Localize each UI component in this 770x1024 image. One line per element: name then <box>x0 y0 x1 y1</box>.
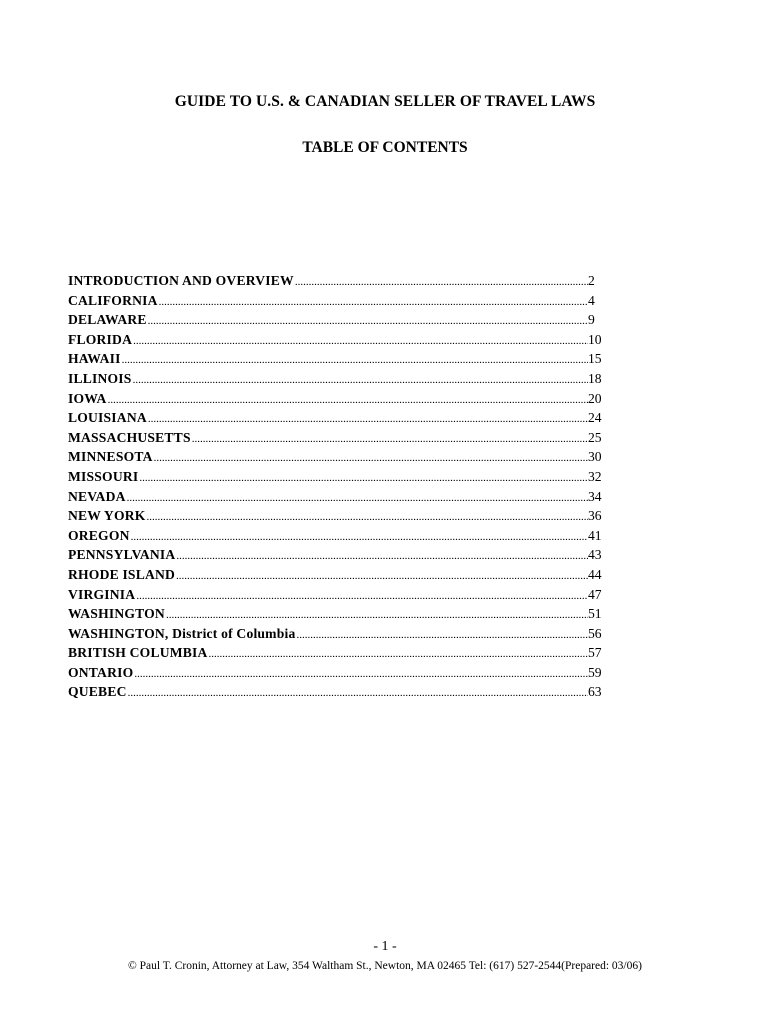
toc-entry-label: MISSOURI <box>68 468 139 484</box>
toc-entry-page: 10 <box>588 331 602 347</box>
toc-entry-page: 43 <box>588 547 602 563</box>
toc-entry-label: FLORIDA <box>68 331 133 347</box>
toc-entry-label: OREGON <box>68 527 130 543</box>
dot-leader <box>133 374 588 386</box>
toc-entry[interactable] <box>68 508 608 528</box>
toc-entry-label: NEVADA <box>68 488 126 504</box>
toc-entry-label: WASHINGTON <box>68 606 165 622</box>
toc-entry-page: 2 <box>588 273 595 288</box>
toc-entry-label-suffix: District of Columbia <box>168 625 296 641</box>
toc-entry-page: 44 <box>588 566 602 582</box>
toc-entry-page: 18 <box>588 370 602 386</box>
dot-leader <box>159 296 588 308</box>
toc-entry-page: 36 <box>588 508 602 524</box>
toc-entry[interactable] <box>68 312 608 332</box>
toc-entry[interactable] <box>68 391 608 411</box>
toc-entry[interactable] <box>68 626 608 646</box>
dot-leader <box>154 452 588 464</box>
dot-leader <box>122 354 588 366</box>
toc-entry-page: 32 <box>588 468 602 484</box>
toc-entry[interactable] <box>68 332 608 352</box>
dot-leader <box>192 433 588 445</box>
toc-entry-page: 59 <box>588 664 602 680</box>
dot-leader <box>131 531 588 543</box>
toc-entry-page: 34 <box>588 488 602 504</box>
toc-entry[interactable] <box>68 547 608 567</box>
dot-leader <box>108 394 588 406</box>
toc-entry-label: QUEBEC <box>68 684 127 700</box>
toc-entry-label: RHODE ISLAND <box>68 566 176 582</box>
toc-entry[interactable] <box>68 684 608 704</box>
dot-leader <box>166 609 588 621</box>
toc-entry[interactable] <box>68 293 608 313</box>
toc-entry[interactable] <box>68 665 608 685</box>
toc-entry-label: BRITISH COLUMBIA <box>68 645 208 661</box>
toc-entry-label: CALIFORNIA <box>68 292 158 308</box>
dot-leader <box>296 629 588 641</box>
toc-entry[interactable] <box>68 587 608 607</box>
toc-entry[interactable] <box>68 351 608 371</box>
dot-leader <box>295 276 588 288</box>
dot-leader <box>139 472 588 484</box>
toc-entry[interactable] <box>68 273 608 293</box>
toc-entry-label: DELAWARE <box>68 312 147 328</box>
dot-leader <box>127 492 588 504</box>
table-of-contents <box>68 273 608 704</box>
dot-leader <box>176 550 588 562</box>
page-number: - 1 - <box>373 939 397 954</box>
toc-entry[interactable] <box>68 606 608 626</box>
toc-entry-page: 15 <box>588 351 602 367</box>
toc-entry-page: 24 <box>588 410 602 426</box>
toc-entry[interactable] <box>68 469 608 489</box>
toc-entry-page: 63 <box>588 684 602 700</box>
toc-entry-label: IOWA <box>68 390 107 406</box>
document-title: GUIDE TO U.S. & CANADIAN SELLER OF TRAVEL LAWS <box>174 93 596 110</box>
toc-entry-label: ILLINOIS <box>68 370 132 386</box>
toc-heading: TABLE OF CONTENTS <box>302 139 468 156</box>
dot-leader <box>128 687 588 699</box>
toc-entry-label: ONTARIO <box>68 664 134 680</box>
toc-entry-page: 25 <box>588 429 602 445</box>
dot-leader <box>136 590 588 602</box>
dot-leader <box>147 511 588 523</box>
toc-entry[interactable] <box>68 410 608 430</box>
toc-entry-page: 9 <box>588 312 595 328</box>
toc-entry[interactable] <box>68 371 608 391</box>
toc-entry-label: PENNSYLVANIA <box>68 547 176 563</box>
toc-entry-label: HAWAII <box>68 351 121 367</box>
toc-entry-label: WASHINGTON, District of Columbia <box>68 625 296 641</box>
toc-entry-page: 20 <box>588 390 602 406</box>
toc-entry[interactable] <box>68 528 608 548</box>
toc-entry-label: VIRGINIA <box>68 586 136 602</box>
toc-entry-label: MINNESOTA <box>68 449 153 465</box>
toc-entry[interactable] <box>68 449 608 469</box>
dot-leader <box>209 648 588 660</box>
toc-entry-page: 56 <box>588 625 602 641</box>
toc-entry-label: LOUISIANA <box>68 410 147 426</box>
toc-entry[interactable] <box>68 567 608 587</box>
dot-leader <box>176 570 588 582</box>
toc-entry-label: INTRODUCTION AND OVERVIEW <box>68 273 294 288</box>
toc-entry-page: 51 <box>588 606 602 622</box>
toc-entry-page: 30 <box>588 449 602 465</box>
toc-entry[interactable] <box>68 489 608 509</box>
dot-leader <box>148 315 588 327</box>
toc-entry-page: 4 <box>588 292 595 308</box>
toc-entry-label: NEW YORK <box>68 508 146 524</box>
toc-entry[interactable] <box>68 645 608 665</box>
toc-entry-label: MASSACHUSETTS <box>68 429 191 445</box>
toc-entry[interactable] <box>68 430 608 450</box>
dot-leader <box>148 413 588 425</box>
copyright-footer: © Paul T. Cronin, Attorney at Law, 354 Waltham St., Newton, MA 02465 Tel: (617) 527-2544(Prepared: 03/06) <box>128 960 642 972</box>
toc-entry-page: 41 <box>588 527 602 543</box>
toc-entry-page: 47 <box>588 586 602 602</box>
dot-leader <box>134 668 588 680</box>
dot-leader <box>133 335 588 347</box>
toc-entry-page: 57 <box>588 645 602 661</box>
